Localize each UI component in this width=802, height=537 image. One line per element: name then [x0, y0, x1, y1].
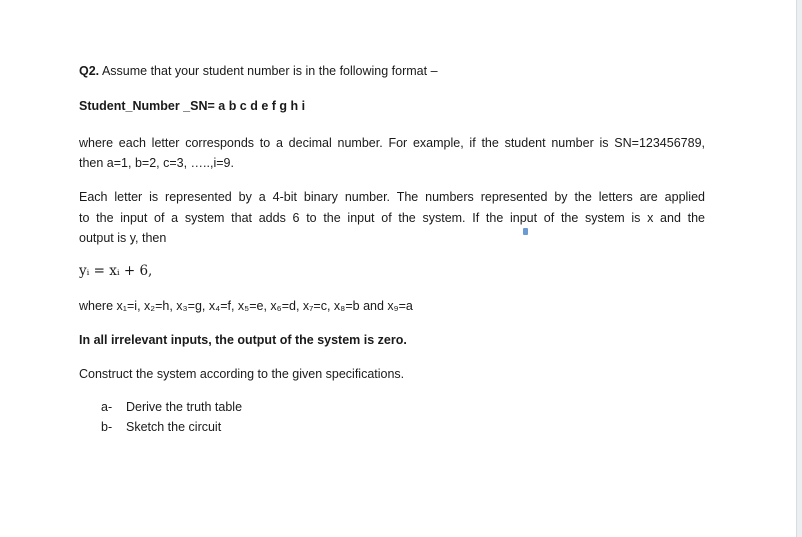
- construct-instruction: Construct the system according to the given specifications.: [79, 367, 405, 381]
- task-marker: a-: [101, 400, 113, 414]
- system-equation: yᵢ = xᵢ + 6,: [79, 263, 153, 279]
- irrelevant-inputs-note: In all irrelevant inputs, the output of the system is zero.: [79, 333, 407, 347]
- task-item-circuit: [101, 420, 221, 434]
- system-description-paragraph: [79, 187, 705, 249]
- task-item-truth-table: [101, 400, 242, 414]
- example-line-1: where each letter corresponds to a decimal number. For example, if the student number is SN=123456789,: [79, 136, 705, 150]
- question-intro: Assume that your student number is in the following format –: [101, 64, 438, 78]
- system-line-2: to the input of a system that adds 6 to the input of the system. If the input of the system is x and the: [79, 210, 705, 225]
- student-number-format: Student_Number _SN= a b c d e f g h i: [79, 99, 306, 113]
- question-intro-line: [79, 63, 438, 79]
- task-text: Sketch the circuit: [126, 420, 222, 434]
- example-paragraph: [79, 133, 705, 173]
- task-marker: b-: [101, 420, 113, 434]
- text-cursor-marker: [523, 228, 528, 235]
- system-line-3: output is y, then: [79, 231, 167, 245]
- example-line-2: then a=1, b=2, c=3, …..,i=9.: [79, 156, 234, 170]
- input-assignment-line: where x₁=i, x₂=h, x₃=g, x₄=f, x₅=e, x₆=d, x₇=c, x₈=b and x₉=a: [79, 299, 413, 313]
- question-number: Q2.: [79, 64, 100, 78]
- task-text: Derive the truth table: [126, 400, 243, 414]
- system-line-1: Each letter is represented by a 4-bit binary number. The numbers represented by the letters are applied: [79, 190, 705, 204]
- viewer-scrollbar-edge[interactable]: [796, 0, 802, 537]
